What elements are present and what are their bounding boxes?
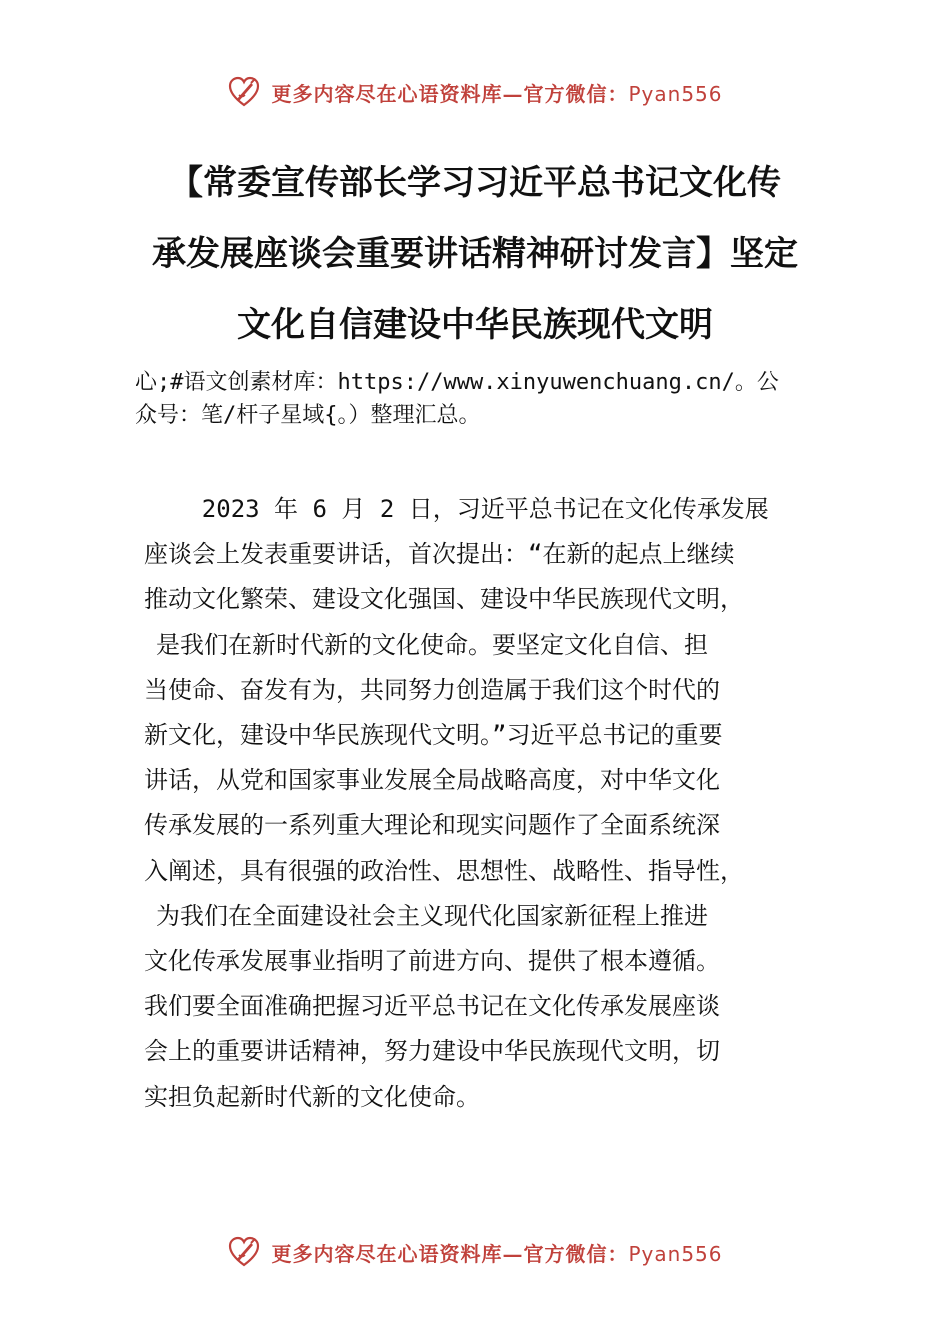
- banner-text: 更多内容尽在心语资料库—官方微信：Pyan556: [271, 1241, 723, 1266]
- body-line: 座谈会上发表重要讲话，首次提出：“在新的起点上继续: [144, 540, 735, 569]
- document-title: [120, 148, 830, 361]
- footer-banner: [0, 1232, 950, 1272]
- source-note-line: 心;#语文创素材库：https://www.xinyuwenchuang.cn/。公: [135, 370, 779, 395]
- body-line: 讲话，从党和国家事业发展全局战略高度，对中华文化: [144, 766, 720, 795]
- body-line: 入阐述，具有很强的政治性、思想性、战略性、指导性，: [144, 856, 744, 885]
- body-line: 实担负起新时代新的文化使命。: [144, 1082, 480, 1111]
- source-note-line: 众号：笔/杆子星域{。）整理汇总。: [135, 403, 481, 428]
- body-paragraph: [144, 487, 844, 1120]
- body-line: 传承发展的一系列重大理论和现实问题作了全面系统深: [144, 811, 720, 840]
- wechat-id: Pyan556: [628, 81, 723, 106]
- quill-heart-logo-icon: [227, 1235, 261, 1269]
- body-line: 2023 年 6 月 2 日，习近平总书记在文化传承发展: [144, 495, 769, 523]
- title-line: 文化自信建设中华民族现代文明: [237, 305, 713, 345]
- wechat-id: Pyan556: [628, 1241, 723, 1266]
- body-line: 新文化，建设中华民族现代文明。”习近平总书记的重要: [144, 721, 723, 750]
- title-line: 【常委宣传部长学习习近平总书记文化传: [169, 163, 781, 203]
- body-line: 是我们在新时代新的文化使命。要坚定文化自信、担: [156, 630, 708, 659]
- body-line: 当使命、奋发有为，共同努力创造属于我们这个时代的: [144, 675, 720, 704]
- body-line: 我们要全面准确把握习近平总书记在文化传承发展座谈: [144, 992, 720, 1021]
- body-line: 推动文化繁荣、建设文化强国、建设中华民族现代文明，: [144, 585, 744, 614]
- body-line: 文化传承发展事业指明了前进方向、提供了根本遵循。: [144, 947, 720, 976]
- title-line: 承发展座谈会重要讲话精神研讨发言】坚定: [152, 234, 798, 274]
- quill-heart-logo-icon: [227, 75, 261, 109]
- header-banner: [0, 72, 950, 112]
- body-line: 为我们在全面建设社会主义现代化国家新征程上推进: [156, 901, 708, 930]
- source-note: [135, 366, 845, 432]
- body-line: 会上的重要讲话精神，努力建设中华民族现代文明，切: [144, 1037, 720, 1066]
- banner-text: 更多内容尽在心语资料库—官方微信：Pyan556: [271, 81, 723, 106]
